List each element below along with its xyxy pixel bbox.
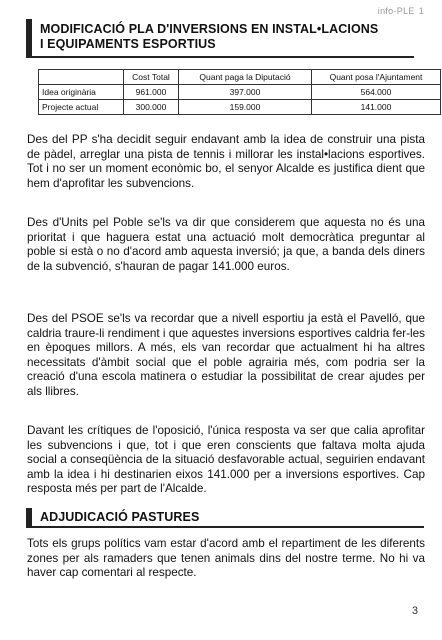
section-title-pastures: ADJUDICACIÓ PASTURES [26, 508, 424, 528]
publication-header [378, 6, 424, 16]
table-header-row [39, 70, 441, 85]
table-cell: 300.000 [124, 100, 179, 115]
table-cell: 141.000 [312, 100, 441, 115]
paragraph-pastures: Tots els grups polítics vam estar d'acord amb el repartiment de les diferents zones per als ramaders que tenen animals dins del nostre terme. No hi va haver cap comentari al respecte. [27, 537, 425, 580]
section-title-line-1: MODIFICACIÓ PLA D'INVERSIONS EN INSTAL•LACIONS [40, 22, 379, 36]
table-cell: 397.000 [179, 85, 312, 100]
issue-number: 1 [418, 6, 424, 16]
paragraph-pp: Des del PP s'ha decidit seguir endavant amb la idea de construir una pista de pàdel, arreglar una pista de tennis i millorar les instal•lacions esportives. Tot i no ser un moment econòmic bo, el senyor Alcalde es justifica dient que hem d'aprofitar les subvencions. [27, 133, 425, 190]
section-title-line-2: I EQUIPAMENTS ESPORTIUS [40, 37, 216, 51]
publication-brand: info-PLE [377, 6, 415, 16]
table-header-cell [39, 70, 124, 85]
table-header-cell: Quant paga la Diputació [179, 70, 312, 85]
table-header-cell: Cost Total [124, 70, 179, 85]
table-header-cell: Quant posa l'Ajuntament [312, 70, 441, 85]
table-cell: 159.000 [179, 100, 312, 115]
paragraph-units-pel-poble: Des d'Units pel Poble se'ls va dir que considerem que aquesta no és una prioritat i que haguera estat una actuació molt democràtica preguntar al poble si està o no d'acord amb aquesta inversió; ja que, a banda dels diners de la subvenció, s'hauran de pagar 141.000 euros. [27, 216, 425, 273]
paragraph-psoe: Des del PSOE se'ls va recordar que a nivell esportiu ja està el Pavelló, que caldria traure-li rendiment i que aquestes inversions esportives caldria fer-les en èpoques millors. A més, els van recordar que actualment hi ha altres necessitats d'àmbit social que el poble agrairia més, com podria ser la creació d'una escola matinera o estudiar la possibilitat de crear ajudes per als llibres. [27, 312, 425, 398]
table-cell: 961.000 [124, 85, 179, 100]
paragraph-response: Davant les crítiques de l'oposició, l'única resposta va ser que calia aprofitar les subvencions i que, tot i que eren conscients que faltava molta ajuda social a conseqüència de la situació desfavorable actual, seguirien endavant amb la idea i hi destinarien eixos 141.000 per a inversions esportives. Cap resposta més per part de l'Alcalde. [27, 424, 425, 496]
table-row [39, 100, 441, 115]
table-cell: 564.000 [312, 85, 441, 100]
table-row [39, 85, 441, 100]
section-title-investments [26, 19, 414, 58]
cost-table [38, 69, 441, 115]
table-cell: Idea originària [39, 85, 124, 100]
table-cell: Projecte actual [39, 100, 124, 115]
page-number: 3 [411, 605, 418, 617]
